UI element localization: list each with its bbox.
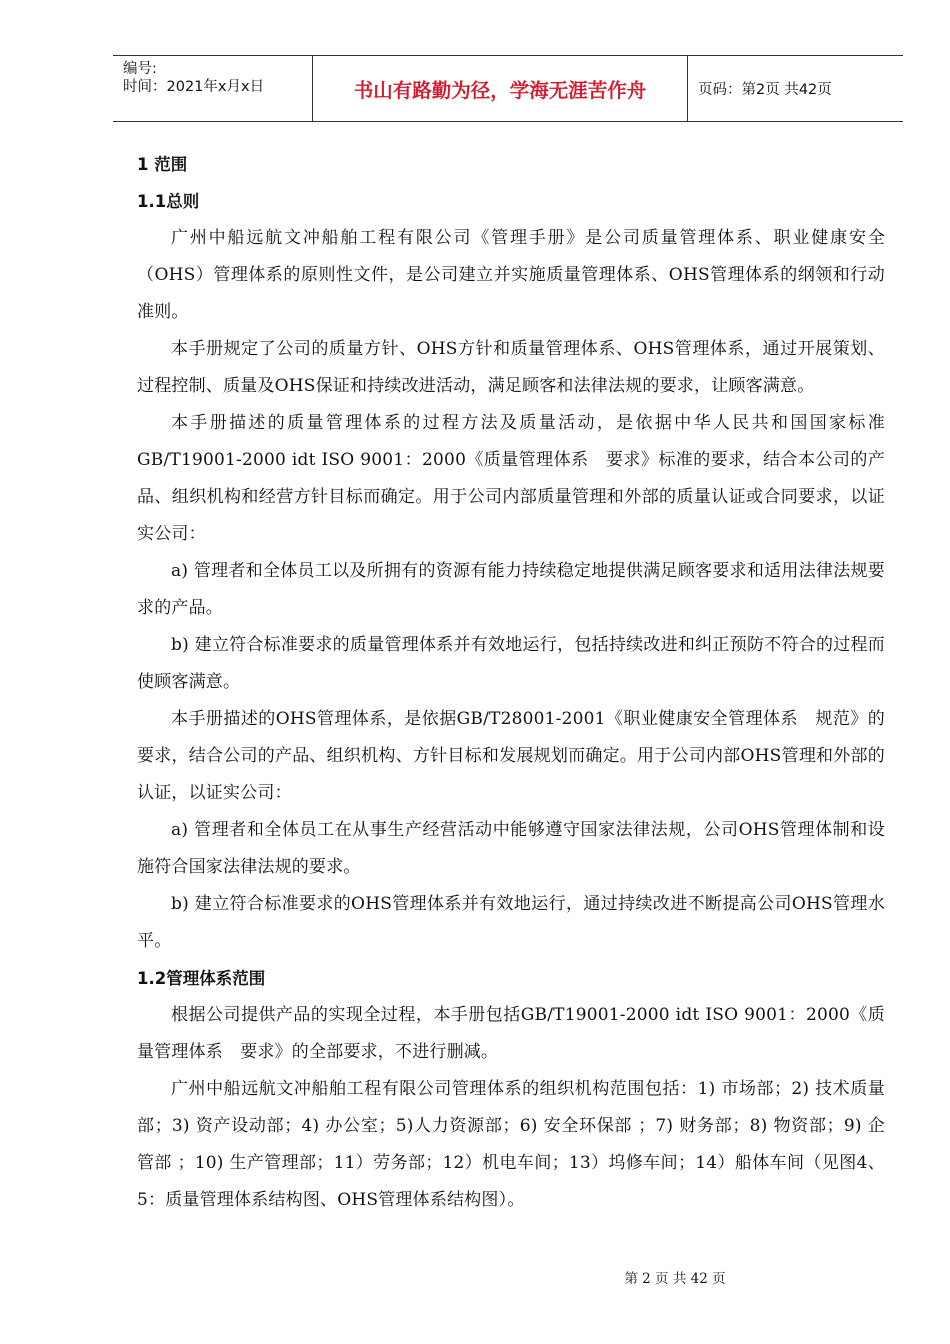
paragraph: 广州中船远航文冲船舶工程有限公司《管理手册》是公司质量管理体系、职业健康安全（OHS）管理体系的原则性文件，是公司建立并实施质量管理体系、OHS管理体系的纲领和行动准则。 (137, 228, 885, 322)
time-label: 时间：2021年x月x日 (123, 79, 265, 95)
page-footer: 第 2 页 共 42 页 (624, 1271, 726, 1287)
paragraph: 根据公司提供产品的实现全过程，本手册包括GB/T19001-2000 idt ISO 9001：2000《质量管理体系 要求》的全部要求，不进行删减。 (137, 1005, 885, 1062)
paragraph: 广州中船远航文冲船舶工程有限公司管理体系的组织机构范围包括：1) 市场部；2) 技术质量部；3) 资产设动部；4) 办公室；5)人力资源部；6) 安全环保部 ；7) 财务部；8) 物资部；9) 企管部 ；10) 生产管理部；11）劳务部；12）机电车间；13）坞修车间；14）船体车间（见图4、5：质量管理体系结构图、OHS管理体系结构图）。 (137, 1079, 885, 1210)
section-heading: 1 范围 (137, 155, 188, 174)
list-item: a) 管理者和全体员工在从事生产经营活动中能够遵守国家法律法规，公司OHS管理体制和设施符合国家法律法规的要求。 (137, 820, 885, 877)
document-body (137, 146, 885, 1219)
paragraph: 本手册描述的OHS管理体系，是依据GB/T28001-2001《职业健康安全管理体系 规范》的要求，结合公司的产品、组织机构、方针目标和发展规划而确定。用于公司内部OHS管理和外部的认证，以证实公司： (137, 709, 885, 803)
page-header (113, 55, 903, 122)
list-item: a) 管理者和全体员工以及所拥有的资源有能力持续稳定地提供满足顾客要求和适用法律法规要求的产品。 (137, 561, 885, 618)
header-meta (113, 56, 313, 121)
section-heading: 1.1总则 (137, 192, 200, 211)
header-page-info: 页码：第2页 共42页 (698, 82, 832, 98)
section-heading: 1.2管理体系范围 (137, 969, 266, 988)
serial-label: 编号: (123, 61, 157, 77)
list-item: b) 建立符合标准要求的OHS管理体系并有效地运行，通过持续改进不断提高公司OHS管理水平。 (137, 894, 885, 951)
paragraph: 本手册描述的质量管理体系的过程方法及质量活动，是依据中华人民共和国国家标准GB/T19001-2000 idt ISO 9001：2000《质量管理体系 要求》标准的要求，结合本公司的产品、组织机构和经营方针目标而确定。用于公司内部质量管理和外部的质量认证或合同要求，以证实公司： (137, 413, 885, 544)
list-item: b) 建立符合标准要求的质量管理体系并有效地运行，包括持续改进和纠正预防不符合的过程而使顾客满意。 (137, 635, 885, 692)
header-motto: 书山有路勤为径，学海无涯苦作舟 (313, 56, 688, 121)
paragraph: 本手册规定了公司的质量方针、OHS方针和质量管理体系、OHS管理体系，通过开展策划、过程控制、质量及OHS保证和持续改进活动，满足顾客和法律法规的要求，让顾客满意。 (137, 339, 885, 396)
